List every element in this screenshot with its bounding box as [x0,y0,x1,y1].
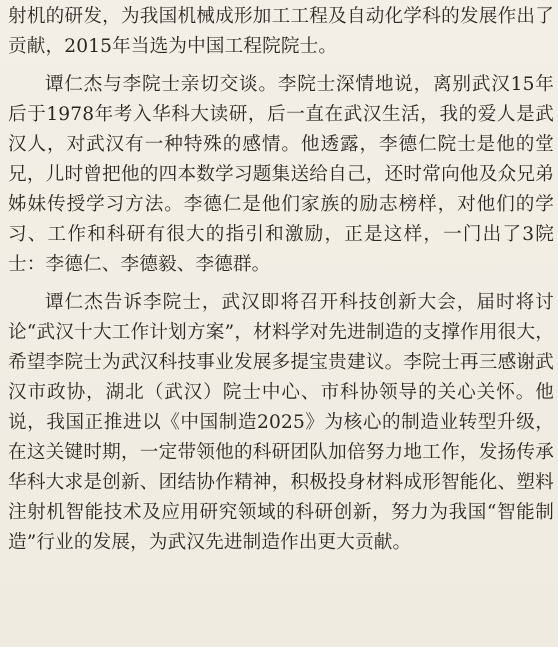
article-body [8,2,554,558]
paragraph-conversation: 谭仁杰与李院士亲切交谈。李院士深情地说，离别武汉15年后于1978年考入华科大读研，后一直在武汉生活，我的爱人是武汉人，对武汉有一种特殊的感情。他透露，李德仁院士是他的堂兄，儿时曾把他的四本数学习题集送给自己，还时常向他及众兄弟姊妹传授学习方法。李德仁是他们家族的励志榜样，对他们的学习、工作和科研有很大的指引和激励，正是这样，一门出了3院士：李德仁、李德毅、李德群。 [8,74,554,275]
paragraph-continuation: 射机的研发，为我国机械成形加工工程及自动化学科的发展作出了贡献，2015年当选为中国工程院院士。 [8,6,554,57]
paragraph-innovation-conference: 谭仁杰告诉李院士，武汉即将召开科技创新大会，届时将讨论“武汉十大工作计划方案”，材料学对先进制造的支撑作用很大，希望李院士为武汉科技事业发展多提宝贵建议。李院士再三感谢武汉市政协，湖北（武汉）院士中心、市科协领导的关心关怀。他说，我国正推进以《中国制造2025》为核心的制造业转型升级，在这关键时期，一定带领他的科研团队加倍努力地工作，发扬传承华科大求是创新、团结协作精神，积极投身材料成形智能化、塑料注射机智能技术及应用研究领域的科研创新，努力为我国“智能制造”行业的发展，为武汉先进制造作出更大贡献。 [8,292,554,553]
